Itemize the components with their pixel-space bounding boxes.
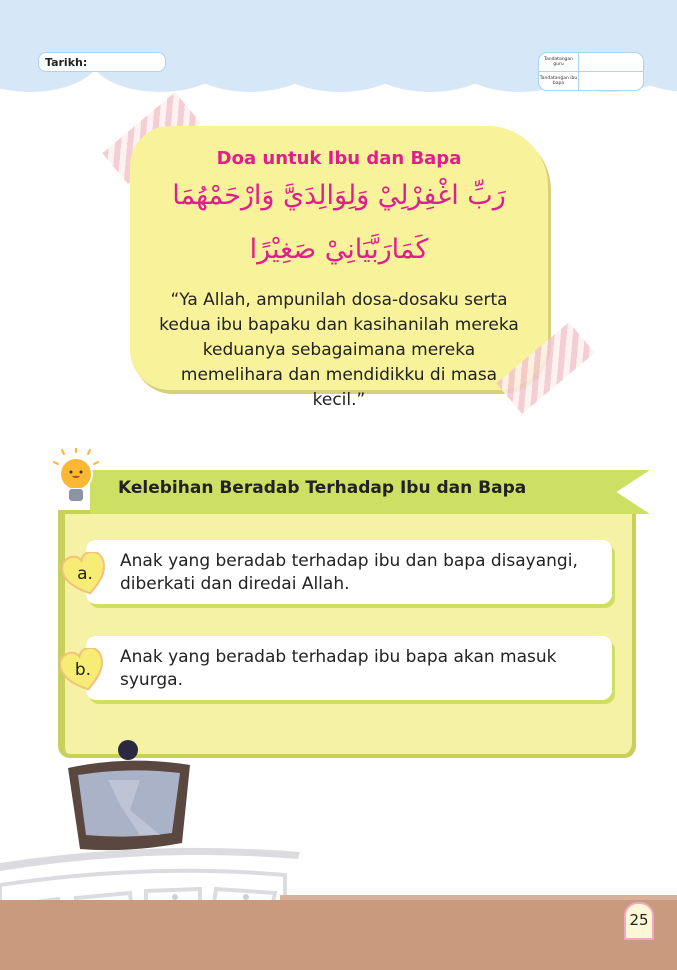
signature-label-parent: Tandatangan ibu bapa — [539, 72, 579, 91]
date-label: Tarikh: — [45, 56, 88, 69]
heart-marker — [60, 648, 106, 692]
page-number: 25 — [624, 902, 654, 940]
signature-table — [538, 52, 644, 91]
list-item-text: Anak yang beradab terhadap ibu dan bapa disayangi, diberkati dan diredai Allah. — [120, 551, 578, 594]
doa-title: Doa untuk Ibu dan Bapa — [216, 148, 462, 169]
signature-field-parent[interactable] — [579, 72, 643, 91]
signature-field-teacher[interactable] — [579, 53, 643, 72]
list-item — [86, 636, 612, 700]
doa-translation: “Ya Allah, ampunilah dosa-dosaku serta kedua ibu bapaku dan kasihanilah mereka keduanya sebagaimana mereka memelihara dan mendidikku di masa kecil.” — [159, 290, 519, 410]
heart-marker — [62, 552, 108, 596]
list-item — [86, 540, 612, 604]
doa-arabic-line-1: رَبِّ اغْفِرْلِيْ وَلِوَالِدَيَّ وَارْحَمْهُمَا — [172, 180, 506, 211]
doa-arabic-line-2: كَمَارَبَّيَانِيْ صَغِيْرًا — [249, 234, 429, 265]
list-item-marker: b. — [74, 660, 92, 680]
list-item-text: Anak yang beradab terhadap ibu bapa akan masuk syurga. — [120, 647, 557, 690]
signature-label-teacher: Tandatangan guru — [539, 53, 579, 72]
ground — [0, 900, 677, 970]
section-title: Kelebihan Beradab Terhadap Ibu dan Bapa — [118, 478, 527, 498]
lightbulb-icon — [52, 448, 102, 512]
doa-card — [130, 126, 548, 410]
list-item-marker: a. — [77, 564, 93, 584]
date-field[interactable] — [38, 52, 166, 72]
